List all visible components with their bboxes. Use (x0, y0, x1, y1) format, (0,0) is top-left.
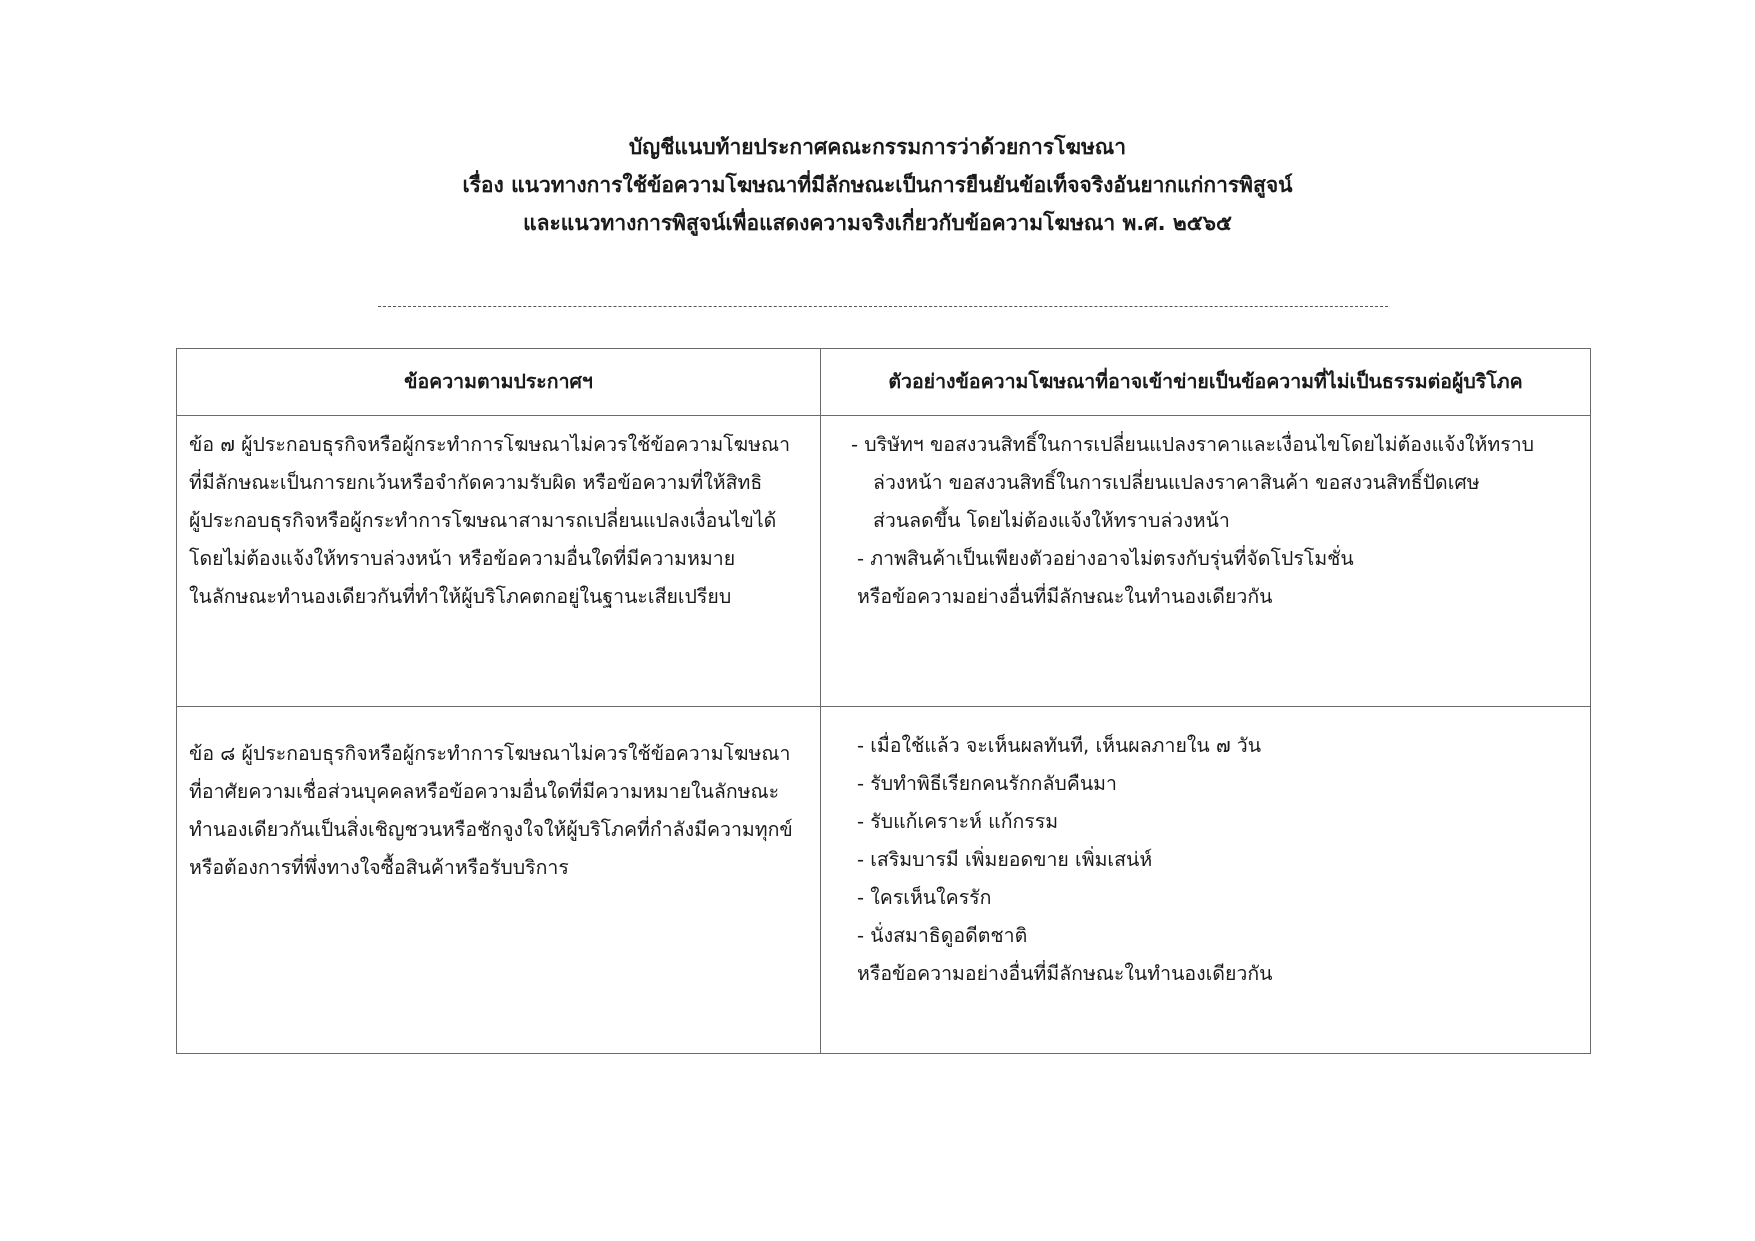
clause-8-examples-cell (821, 707, 1591, 1054)
header-announcement-text: ข้อความตามประกาศฯ (177, 349, 821, 416)
guideline-table (176, 348, 1591, 1054)
clause-7-examples-cell (821, 416, 1591, 707)
clause-7-line: ผู้ประกอบธุรกิจหรือผู้กระทำการโฆษณาสามารถเปลี่ยนแปลงเงื่อนไขได้ (189, 509, 777, 532)
example-item: - นั่งสมาธิดูอดีตชาติ (857, 924, 1028, 947)
clause-7-line: ในลักษณะทำนองเดียวกันที่ทำให้ผู้บริโภคตกอยู่ในฐานะเสียเปรียบ (189, 585, 732, 608)
example-item: - เมื่อใช้แล้ว จะเห็นผลทันที, เห็นผลภายใน ๗ วัน (857, 734, 1262, 757)
document-title (0, 128, 1755, 242)
clause-7-line: ข้อ ๗ ผู้ประกอบธุรกิจหรือผู้กระทำการโฆษณาไม่ควรใช้ข้อความโฆษณา (189, 433, 791, 456)
example-item-continued: ล่วงหน้า ขอสงวนสิทธิ์ในการเปลี่ยนแปลงราคาสินค้า ขอสงวนสิทธิ์ปัดเศษ (873, 471, 1480, 494)
example-item: - รับแก้เคราะห์ แก้กรรม (857, 810, 1059, 833)
clause-8-line: ที่อาศัยความเชื่อส่วนบุคคลหรือข้อความอื่นใดที่มีความหมายในลักษณะ (189, 780, 780, 803)
example-closing: หรือข้อความอย่างอื่นที่มีลักษณะในทำนองเดียวกัน (857, 962, 1273, 985)
example-item-continued: ส่วนลดขึ้น โดยไม่ต้องแจ้งให้ทราบล่วงหน้า (873, 509, 1230, 532)
clause-8-cell (177, 707, 821, 1054)
header-example-text: ตัวอย่างข้อความโฆษณาที่อาจเข้าข่ายเป็นข้อความที่ไม่เป็นธรรมต่อผู้บริโภค (821, 349, 1591, 416)
clause-8-line: หรือต้องการที่พึ่งทางใจซื้อสินค้าหรือรับบริการ (189, 856, 569, 879)
table-header-row (177, 349, 1591, 416)
clause-8-line: ทำนองเดียวกันเป็นสิ่งเชิญชวนหรือชักจูงใจให้ผู้บริโภคที่กำลังมีความทุกข์ (189, 818, 793, 841)
table-row (177, 707, 1591, 1054)
dashed-separator (378, 306, 1388, 307)
table-row (177, 416, 1591, 707)
clause-7-cell (177, 416, 821, 707)
example-item: - ภาพสินค้าเป็นเพียงตัวอย่างอาจไม่ตรงกับรุ่นที่จัดโปรโมชั่น (857, 547, 1354, 570)
title-line-3: และแนวทางการพิสูจน์เพื่อแสดงความจริงเกี่ยวกับข้อความโฆษณา พ.ศ. ๒๕๖๕ (523, 211, 1232, 235)
example-item: - ใครเห็นใครรัก (857, 886, 992, 909)
clause-7-line: ที่มีลักษณะเป็นการยกเว้นหรือจำกัดความรับผิด หรือข้อความที่ให้สิทธิ (189, 471, 763, 494)
example-item: - บริษัทฯ ขอสงวนสิทธิ์ในการเปลี่ยนแปลงราคาและเงื่อนไขโดยไม่ต้องแจ้งให้ทราบ (851, 433, 1535, 456)
title-line-2: เรื่อง แนวทางการใช้ข้อความโฆษณาที่มีลักษณะเป็นการยืนยันข้อเท็จจริงอันยากแก่การพิสูจน์ (462, 173, 1293, 197)
clause-7-line: โดยไม่ต้องแจ้งให้ทราบล่วงหน้า หรือข้อความอื่นใดที่มีความหมาย (189, 547, 736, 570)
title-line-1: บัญชีแนบท้ายประกาศคณะกรรมการว่าด้วยการโฆษณา (628, 135, 1127, 159)
clause-8-line: ข้อ ๘ ผู้ประกอบธุรกิจหรือผู้กระทำการโฆษณาไม่ควรใช้ข้อความโฆษณา (189, 742, 791, 765)
example-item: - เสริมบารมี เพิ่มยอดขาย เพิ่มเสน่ห์ (857, 848, 1153, 871)
example-item: - รับทำพิธีเรียกคนรักกลับคืนมา (857, 772, 1117, 795)
example-closing: หรือข้อความอย่างอื่นที่มีลักษณะในทำนองเดียวกัน (857, 585, 1273, 608)
